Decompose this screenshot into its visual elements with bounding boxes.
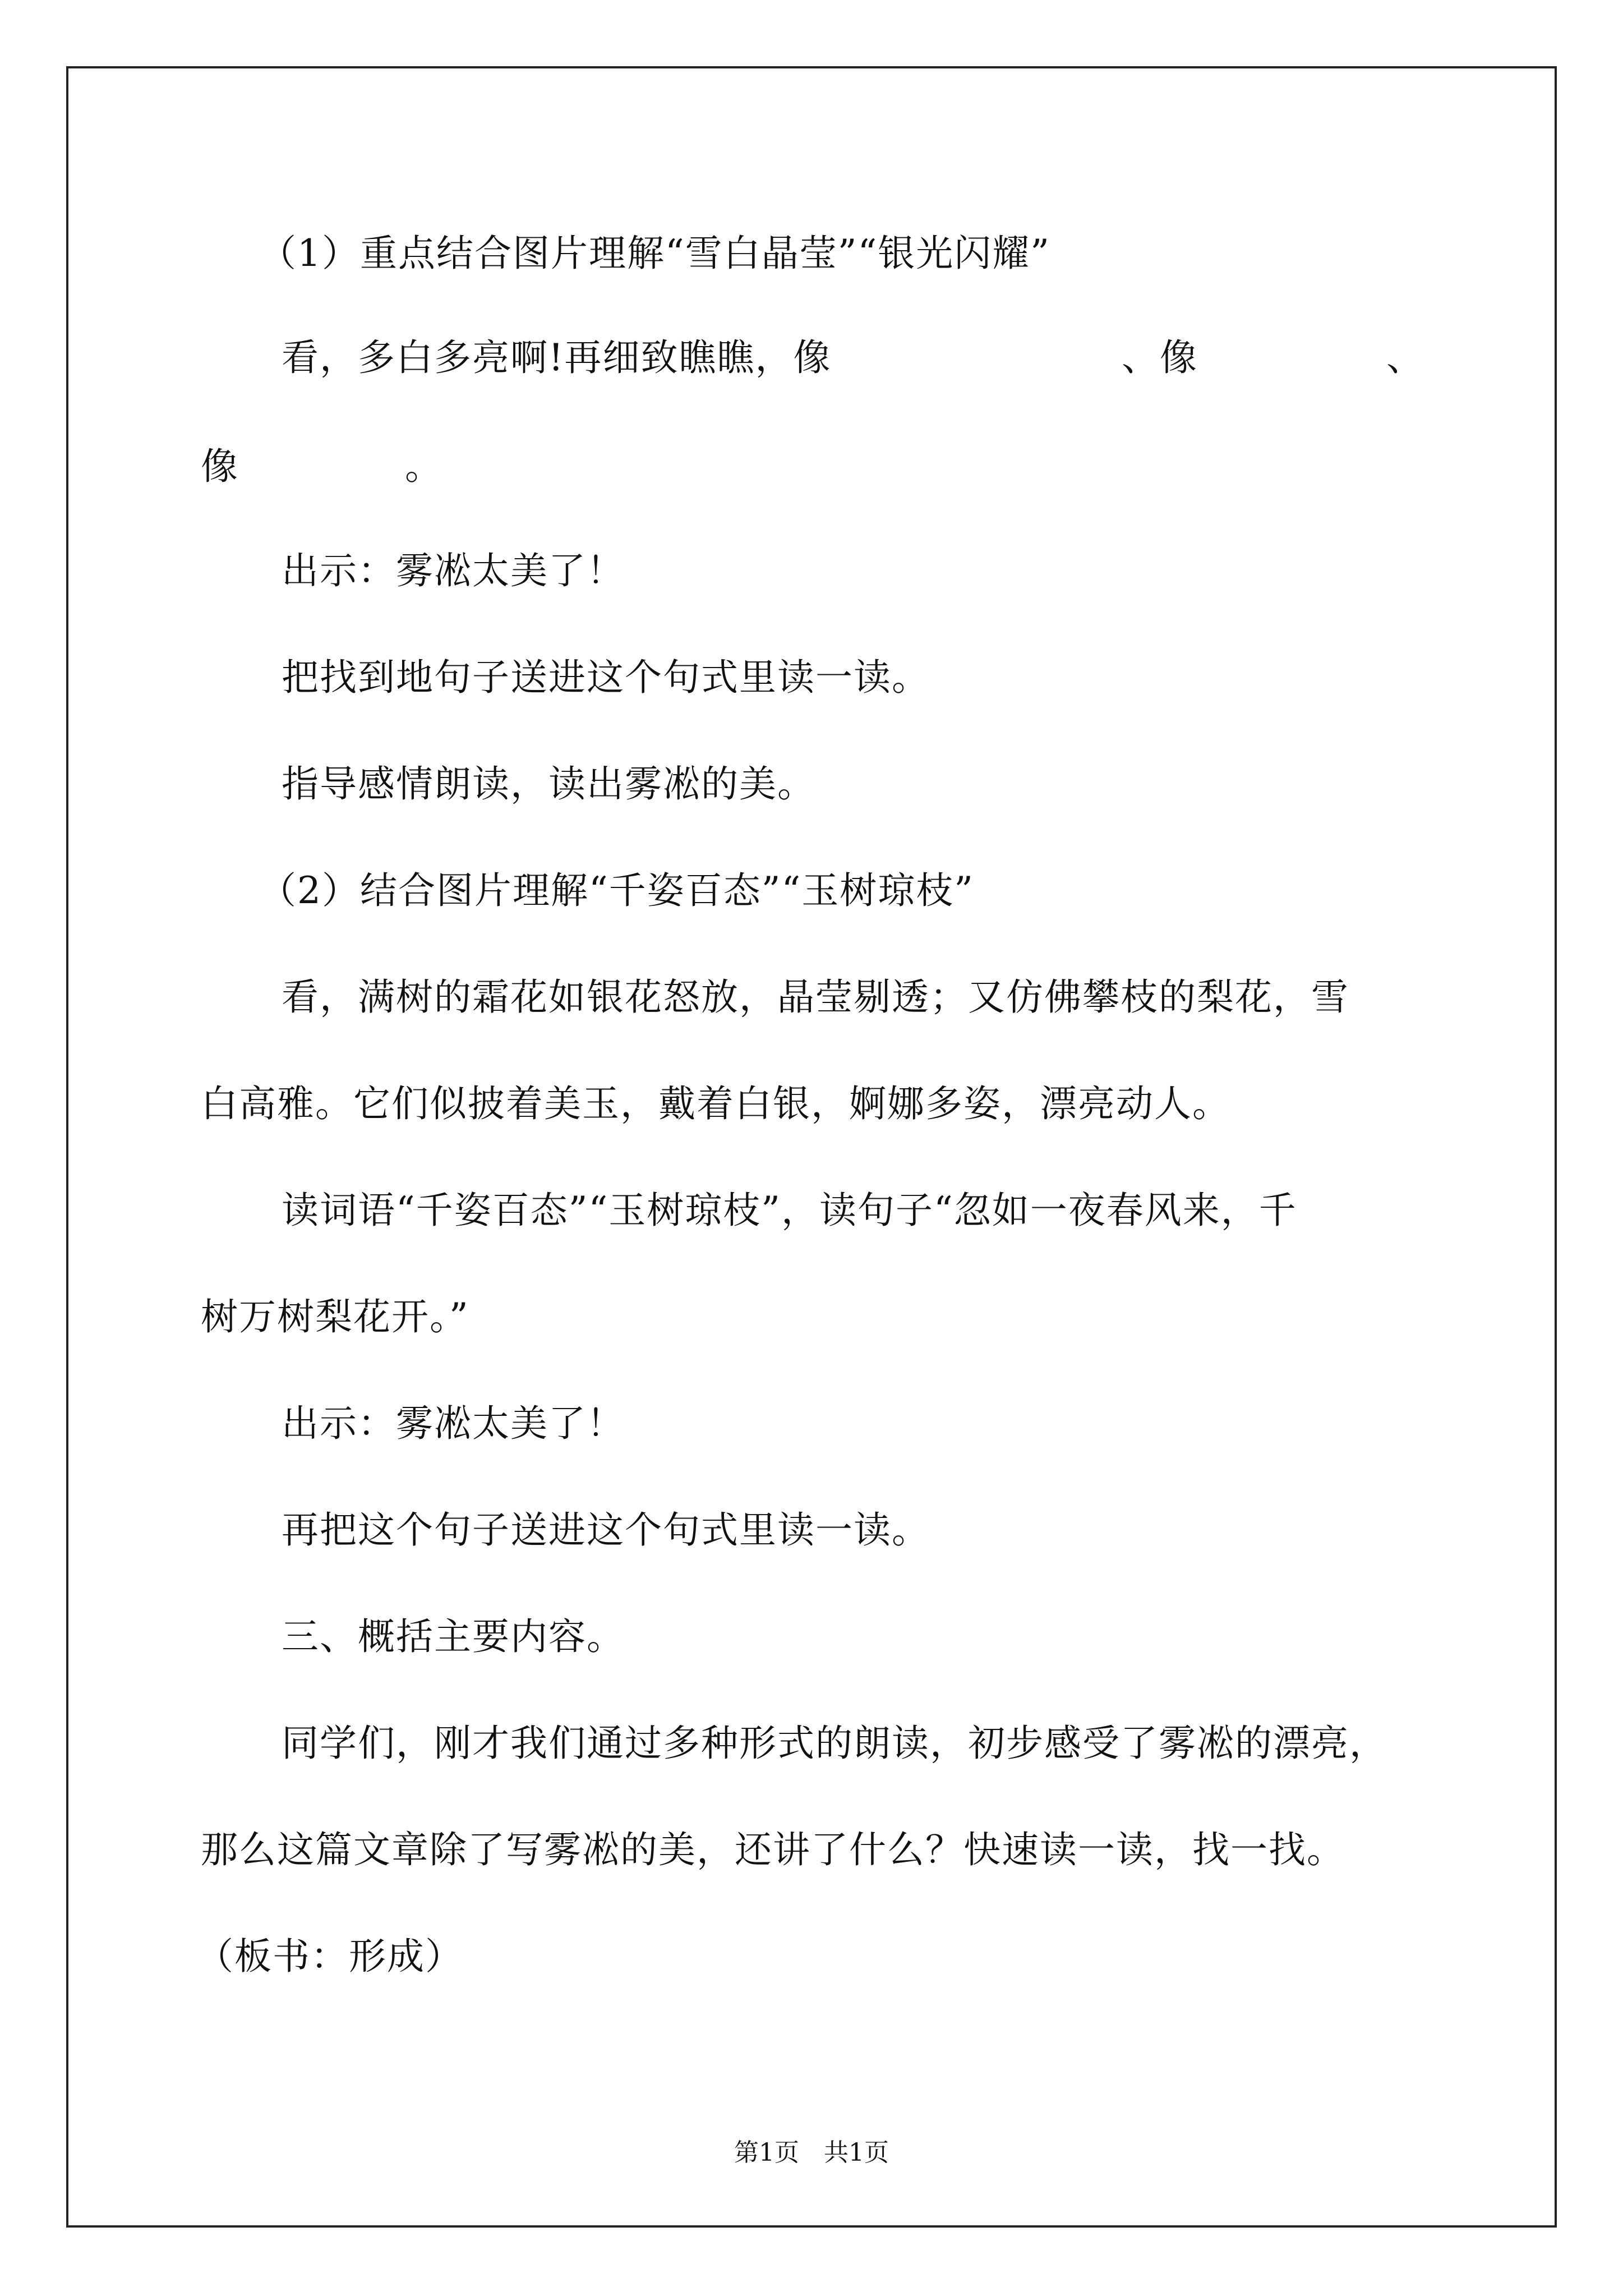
page-frame xyxy=(66,66,1557,2228)
text-line-7: （2）结合图片理解“千姿百态”“玉树琼枝” xyxy=(259,869,974,912)
text-line-13: 再把这个句子送进这个句式里读一读。 xyxy=(282,1508,930,1552)
text-line-17: （板书：形成） xyxy=(196,1935,463,1978)
text-line-11: 树万树梨花开。” xyxy=(201,1295,469,1338)
text-line-10: 读词语“千姿百态”“玉树琼枝”，读句子“忽如一夜春风来，千 xyxy=(282,1189,1297,1232)
text-line-16: 那么这篇文章除了写雾凇的美，还讲了什么？快速读一读，找一找。 xyxy=(201,1828,1345,1871)
text-line-1: （1）重点结合图片理解“雪白晶莹”“银光闪耀” xyxy=(259,232,1050,275)
text-line-15: 同学们，刚才我们通过多种形式的朗读，初步感受了雾凇的漂亮， xyxy=(282,1722,1387,1765)
text-line-2c: 、 xyxy=(1386,336,1424,379)
text-line-6: 指导感情朗读，读出雾凇的美。 xyxy=(282,762,815,806)
text-line-3b: 。 xyxy=(405,445,443,488)
text-line-9: 白高雅。它们似披着美玉，戴着白银，婀娜多姿，漂亮动人。 xyxy=(201,1082,1230,1125)
text-line-4: 出示：雾凇太美了！ xyxy=(282,549,625,592)
text-line-2b: 、像 xyxy=(1122,336,1198,379)
text-line-2: 看，多白多亮啊!再细致瞧瞧，像 xyxy=(282,336,832,379)
page-number-footer: 第1页 共1页 xyxy=(734,2138,889,2167)
text-line-3: 像 xyxy=(201,445,239,488)
text-line-12: 出示：雾凇太美了！ xyxy=(282,1402,625,1445)
text-line-5: 把找到地句子送进这个句式里读一读。 xyxy=(282,656,930,699)
text-line-8: 看，满树的霜花如银花怒放，晶莹剔透；又仿佛攀枝的梨花，雪 xyxy=(282,976,1349,1019)
text-line-14: 三、概括主要内容。 xyxy=(282,1615,625,1658)
